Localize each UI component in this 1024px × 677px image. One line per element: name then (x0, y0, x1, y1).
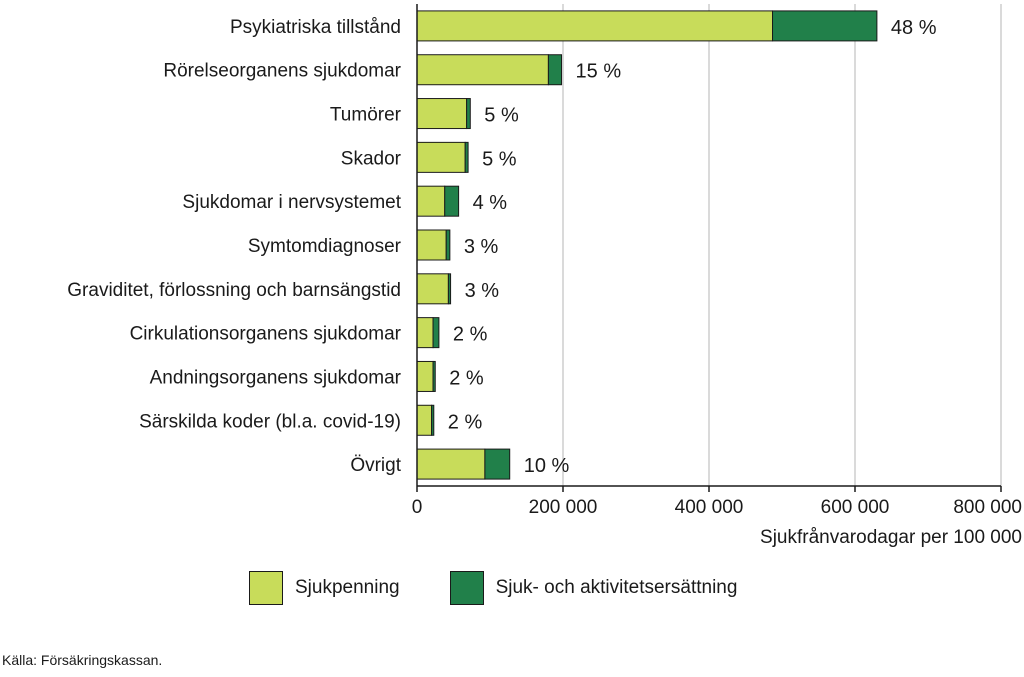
percent-label: 10 % (523, 455, 570, 478)
bar-segment-sjuk-och-aktivitetsersattning (448, 274, 450, 304)
category-label: Cirkulationsorganens sjukdomar (129, 323, 401, 345)
bar-segment-sjukpenning (417, 318, 433, 348)
bar-segment-sjukpenning (417, 11, 773, 41)
legend-item-sjuk-och-aktivitetsersattning (450, 571, 738, 605)
percent-label: 5 % (484, 104, 519, 127)
bar-segment-sjuk-och-aktivitetsersattning (433, 318, 439, 348)
x-tick-label: 200 000 (528, 497, 598, 518)
category-labels (67, 17, 401, 476)
category-label: Tumörer (329, 104, 401, 126)
percent-label: 5 % (482, 148, 517, 171)
percent-label: 4 % (472, 192, 508, 215)
bar-segment-sjukpenning (417, 186, 445, 216)
percent-label: 2 % (452, 323, 488, 346)
bar-segment-sjuk-och-aktivitetsersattning (467, 99, 471, 129)
category-label: Andningsorganens sjukdomar (149, 367, 401, 389)
percent-label: 3 % (464, 279, 500, 302)
bar-segment-sjukpenning (417, 274, 448, 304)
bar-segment-sjuk-och-aktivitetsersattning (433, 361, 435, 391)
percent-label: 48 % (890, 16, 937, 39)
bar-segment-sjuk-och-aktivitetsersattning (773, 11, 877, 41)
percent-label: 15 % (575, 60, 622, 83)
legend-label-sjuk-och-aktivitetsersattning: Sjuk- och aktivitetsersättning (495, 577, 738, 598)
category-label: Psykiatriska tillstånd (229, 16, 401, 38)
bar-segment-sjuk-och-aktivitetsersattning (432, 405, 434, 435)
legend-item-sjukpenning (249, 571, 400, 605)
percent-label: 3 % (463, 236, 499, 258)
category-label: Graviditet, förlossning och barnsängstid (67, 279, 401, 301)
category-label: Symtomdiagnoser (247, 236, 401, 257)
legend-swatch-sjukpenning (249, 571, 283, 605)
percent-label: 2 % (449, 367, 484, 390)
x-tick-label: 600 000 (820, 497, 890, 518)
bar-segment-sjukpenning (417, 449, 485, 479)
bar-segment-sjuk-och-aktivitetsersattning (548, 55, 561, 85)
percent-label: 2 % (447, 411, 483, 434)
category-label: Särskilda koder (bl.a. covid-19) (139, 411, 401, 433)
category-label: Sjukdomar i nervsystemet (182, 192, 401, 214)
category-label: Rörelseorganens sjukdomar (163, 60, 401, 82)
percent-labels (448, 17, 937, 477)
gridlines (563, 4, 1001, 486)
legend-label-sjukpenning: Sjukpenning (295, 577, 400, 598)
bar-segment-sjukpenning (417, 55, 548, 85)
bar-segment-sjuk-och-aktivitetsersattning (446, 230, 450, 260)
x-axis-title: Sjukfrånvarodagar per 100 000 (760, 527, 1022, 548)
bar-segment-sjuk-och-aktivitetsersattning (465, 142, 468, 172)
bar-segment-sjukpenning (417, 142, 465, 172)
bar-segment-sjuk-och-aktivitetsersattning (485, 449, 510, 479)
category-label: Skador (340, 148, 401, 170)
bar-segment-sjukpenning (417, 99, 467, 129)
bar-segment-sjukpenning (417, 230, 446, 260)
source-note: Källa: Försäkringskassan. (2, 652, 163, 668)
category-label: Övrigt (350, 455, 401, 477)
x-tick-label: 0 (411, 497, 423, 518)
legend (249, 571, 787, 605)
legend-swatch-sjuk-och-aktivitetsersattning (450, 571, 484, 605)
bar-segment-sjukpenning (417, 361, 433, 391)
x-tick-label: 800 000 (953, 497, 1022, 518)
x-tick-label: 400 000 (674, 497, 744, 518)
bar-segment-sjuk-och-aktivitetsersattning (445, 186, 459, 216)
bar-segment-sjukpenning (417, 405, 432, 435)
